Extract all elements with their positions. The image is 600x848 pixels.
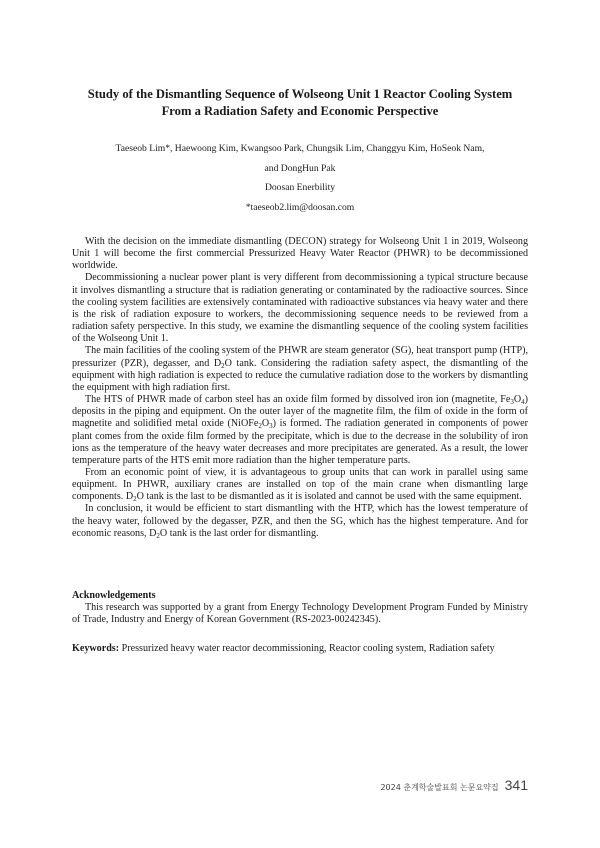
paragraph-5-text-a: From an economic point of view, it is advantageous to group units that can work in parallel using same equipment. In PHWR, auxiliary cranes are installed on top of the main crane when dismantling large components. D	[72, 466, 528, 503]
paragraph-4-text-d: O	[261, 418, 270, 430]
paragraph-4-text-e: ) is formed. The radiation generated in components of power plant comes from the oxide film formed by the precipitate, which is due to the decrease in the solubility of iron ions as the temperature of the heavy water decreases and more precipitates are generated. As a result, the lower temperature parts of the HTS emit more radiation than the higher temperature parts.	[72, 418, 528, 466]
keywords-text: Pressurized heavy water reactor decommissioning, Reactor cooling system, Radiation safety	[119, 643, 495, 654]
paragraph-3-text-a: The main facilities of the cooling system of the PHWR are steam generator (SG), heat transport pump (HTP), pressurizer (PZR), degasser, and D	[72, 345, 528, 369]
paragraph-6-text-a: In conclusion, it would be efficient to start dismantling with the HTP, which has the lowest temperature of the heavy water, followed by the degasser, PZR, and then the SG, which has the highest temperature. And for economic reasons, D	[72, 503, 528, 539]
paragraph-5	[72, 467, 528, 503]
subscript-4: 4	[521, 398, 525, 407]
paragraph-6	[72, 503, 528, 539]
paragraph-4-text-a: The HTS of PHWR made of carbon steel has an oxide film formed by dissolved iron ion (magnetite, Fe	[85, 394, 511, 406]
paragraph-1: With the decision on the immediate dismantling (DECON) strategy for Wolseong Unit 1 in 2019, Wolseong Unit 1 will become the first commercial Pressurized Heavy Water Reactor (PHWR) to be decommissioned worldwide.	[72, 236, 528, 272]
paragraph-3	[72, 345, 528, 394]
paragraph-5-text-b: O tank is the last to be dismantled as it is isolated and cannot be used with the same equipment.	[136, 491, 522, 503]
author-list-line-2: and DongHun Pak	[264, 162, 336, 174]
keywords-line	[72, 642, 528, 656]
paragraph-3-text-b: O tank. Considering the radiation safety aspect, the dismantling of the equipment with high radiation is expected to reduce the cumulative radiation dose to the workers by dismantling the equipment with high radiation first.	[72, 357, 528, 393]
subscript-3: 3	[510, 398, 514, 407]
subscript-2: 2	[156, 531, 160, 540]
author-block	[60, 139, 540, 217]
keywords-label: Keywords:	[72, 643, 120, 654]
subscript-2: 2	[258, 422, 262, 431]
subscript-3: 3	[269, 422, 273, 431]
subscript-2: 2	[133, 495, 137, 504]
paper-title	[60, 86, 540, 120]
subscript-2: 2	[221, 361, 225, 370]
paragraph-4-text-c: ) deposits in the piping and equipment. On the outer layer of the magnetite film, the film of oxide in the form of magnetite and solidified metal oxide (NiOFe	[72, 394, 528, 430]
affiliation: Doosan Enerbility	[264, 182, 336, 193]
paragraph-2: Decommissioning a nuclear power plant is very different from decommissioning a typical structure because it involves dismantling a structure that is radiation generating or contaminated by the radioactive sources. Since the cooling system facilities are extensively contaminated with radioactive substances via heavy water and there is the risk of radiation exposure to workers, the decommissioning sequence needs to be reviewed from a radiation safety perspective. In this study, we examine the dismantling sequence of the cooling system facilities of the Wolseong Unit 1.	[72, 272, 528, 345]
paragraph-4-text-b: O	[513, 394, 522, 406]
author-list-line-1: Taeseob Lim*, Haewoong Kim, Kwangsoo Park, Chungsik Lim, Changgyu Kim, HoSeok Nam,	[115, 143, 485, 154]
acknowledgements-heading: Acknowledgements	[72, 590, 156, 601]
proceedings-title: 2024 춘계학술발표회 논문요약집	[380, 783, 499, 792]
paragraph-4	[72, 394, 528, 467]
paper-title-line-2: From a Radiation Safety and Economic Perspective	[161, 104, 439, 118]
abstract-body	[72, 236, 528, 540]
page-footer	[380, 777, 528, 793]
contact-email: *taeseob2.lim@doosan.com	[245, 201, 355, 213]
paragraph-6-text-b: O tank is the last order for dismantling.	[159, 527, 319, 539]
page-number: 341	[504, 777, 528, 793]
paper-title-line-1: Study of the Dismantling Sequence of Wolseong Unit 1 Reactor Cooling System	[87, 87, 513, 101]
acknowledgements-text: This research was supported by a grant from Energy Technology Development Program Funded by Ministry of Trade, Industry and Energy of Korean Government (RS-2023-00242345).	[72, 602, 528, 626]
